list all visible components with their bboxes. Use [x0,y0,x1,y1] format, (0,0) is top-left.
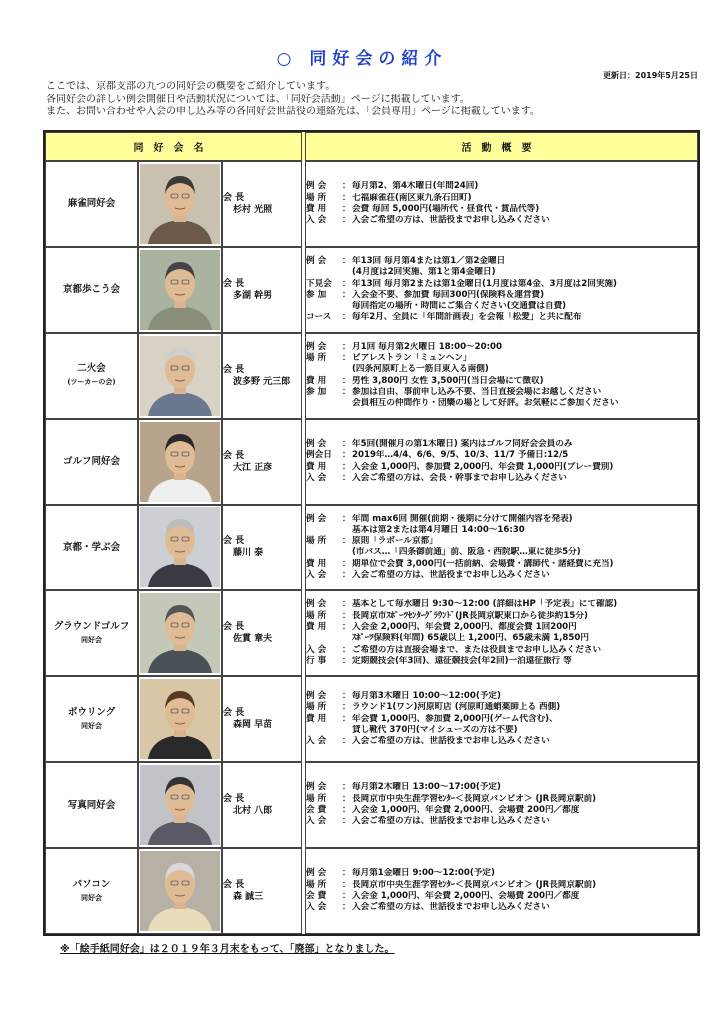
activity-value: 年間 max6回 開催(前期・後期に分けて開催内容を発表) [352,513,573,524]
leader-name: 森岡 早苗 [233,720,273,731]
leader-photo-cell [138,590,222,676]
activity-line: 場 所 ： 原則「ラボール京都」 [306,536,438,547]
activity-line: 費 用 ： 年会費 1,000円、参加費 2,000円(ゲーム代含む)、 [306,713,558,724]
leader-photo [140,250,220,330]
activity-line: 例会日 ： 2019年…4/4、6/6、9/5、10/3、11/7 予備日:12/5 [306,450,569,461]
leader-role: 会 長 [223,622,245,633]
leader-photo-cell [138,247,222,333]
activity-value: 入会ご希望の方は、世話役までお申し込みください [352,902,550,913]
club-name-sub: 同好会 [81,721,102,730]
activity-value: 原則「ラボール京都」 [352,536,438,547]
activity-line: 参 加 ： 入会金不要、参加費 毎回300円(保険料＆運営費) [306,289,545,300]
club-name: ボウリング [67,706,116,718]
activity-label: 下見会 [306,278,332,289]
leader-photo [140,851,220,931]
activity-label: 行 事 [306,655,327,666]
activity-value: 長岡京市中央生涯学習ｾﾝﾀｰ＜長岡京バンビオ＞ (JR長岡京駅前) [352,879,597,890]
activity-line: 例 会 ： 毎月第3木曜日 10:00～12:00(予定) [306,690,501,701]
club-name: グラウンドゴルフ [53,620,130,632]
activity-value: 入会ご希望の方は、会長・幹事までお申し込みください [352,472,567,483]
activity-value: 毎月第1金曜日 9:00～12:00(予定) [352,868,495,879]
activity-line [306,633,697,644]
club-row [45,333,698,419]
activity-value: 参加は自由、事前申し込み不要、当日直接会場にお越しください [352,386,602,397]
activity-line: 入 会 ： 入会ご希望の方は、世話役までお申し込みください [306,902,550,913]
activity-label: 例 会 [306,438,327,449]
activity-value: 入会ご希望の方は、世話役までお申し込みください [352,736,550,747]
leader-photo-cell [138,419,222,505]
activity-label: 例 会 [306,181,327,192]
leader-photo-cell [138,676,222,762]
activity-line [306,364,697,375]
activity-label: 入 会 [306,816,327,827]
leader-photo-cell [138,505,222,591]
activity-label: 費 用 [306,375,327,386]
club-name-cell [45,676,138,762]
activity-label: 場 所 [306,536,327,547]
activity-cell [305,247,698,333]
intro-line: また、お問い合わせや入会の申し込み等の各同好会世話役の連絡先は、「会員専用」ページに掲載しています。 [46,106,540,117]
leader-cell [222,676,302,762]
activity-value: 年会費 1,000円、参加費 2,000円(ゲーム代含む)、 [352,713,558,724]
leader-name: 大江 正彦 [233,462,273,473]
activity-value: 年13回 毎月第2または第1金曜日(1月度は第4金、3月度は2回実施) [352,278,617,289]
leader-cell [222,505,302,591]
leader-cell [222,848,302,934]
activity-line: 場 所 ： 長岡京市ｽﾎﾟｰﾂｾﾝﾀｰｸﾞﾗｳﾝﾄﾞ(JR長岡京駅東口から徒歩約15分) [306,610,588,621]
activity-value: 入会ご希望の方は、世話役までお申し込みください [352,570,550,581]
activity-label: 例 会 [306,599,327,610]
leader-name: 杉村 光照 [233,204,273,215]
activity-cell [305,505,698,591]
activity-line: 場 所 ： 長岡京市中央生涯学習ｾﾝﾀｰ＜長岡京バンビオ＞ (JR長岡京駅前) [306,793,597,804]
activity-label: 例会日 [306,450,332,461]
leader-name: 森 誠三 [233,892,264,902]
activity-label: 例 会 [306,341,327,352]
activity-line: 費 用 ： 入会金 1,000円、参加費 2,000円、年会費 1,000円(プレー費別) [306,461,614,472]
activity-line: 例 会 ： 年5回(開催月の第1木曜日) 案内はゴルフ同好会会員のみ [306,438,573,449]
leader-name: 佐貫 章夫 [233,634,273,645]
activity-value: 入会ご希望の方は、世話役までお申し込みください [352,215,550,226]
leader-role: 会 長 [223,794,245,805]
activity-value: ビアレストラン「ミュンヘン」 [352,353,472,364]
activity-line: 入 会 ： 入会ご希望の方は、会長・幹事までお申し込みください [306,472,567,483]
updated-date: 更新日：2019年5月25日 [603,71,698,80]
activity-label [306,525,342,536]
leader-cell [222,161,302,247]
activity-line: 費 用 ： 期単位で会費 3,000円(一括前納、会場費・講師代・諸経費に充当) [306,558,614,569]
activity-label: 場 所 [306,192,327,203]
leader-photo [140,765,220,845]
activity-label: 費 用 [306,461,327,472]
activity-label: 会 費 [306,891,327,901]
activity-line: 入 会 ： 入会ご希望の方は、世話役までお申し込みください [306,215,550,226]
activity-label: 入 会 [306,570,327,581]
activity-value: 長岡京市中央生涯学習ｾﾝﾀｰ＜長岡京バンビオ＞ (JR長岡京駅前) [352,793,597,804]
page-title: ○ 同好会の紹介 [276,49,448,69]
clubs-table [43,130,700,936]
activity-line: 場 所 ： 七福麻雀荘(南区東九条石田町) [306,192,472,203]
activity-label: 例 会 [306,513,327,524]
activity-label: 入 会 [306,902,327,913]
club-name: 京都・学ぶ会 [62,541,120,553]
activity-value: 期単位で会費 3,000円(一括前納、会場費・講師代・諸経費に充当) [352,558,614,569]
activity-line: 例 会 ： 月1回 毎月第2火曜日 18:00～20:00 [306,341,502,352]
activity-line [306,725,697,736]
leader-role: 会 長 [223,880,245,890]
activity-cell [305,333,698,419]
activity-value: 毎年2月、全員に「年間計画表」を会報「松愛」と共に配布 [352,312,582,323]
activity-line: 例 会 ： 年13回 毎月第4または第1／第2金曜日 [306,255,506,266]
club-row [45,590,698,676]
leader-role: 会 長 [223,708,245,719]
activity-value: 入会金 1,000円、年会費 2,000円、会場費 200円／都度 [352,805,580,816]
leader-role: 会 長 [223,450,245,461]
activity-label: 入 会 [306,644,327,655]
activity-cell [305,161,698,247]
club-row [45,848,698,934]
activity-cell [305,848,698,934]
club-name-cell [45,762,138,848]
leader-photo [140,593,220,673]
activity-line: 入 会 ： 入会ご希望の方は、世話役までお申し込みください [306,736,550,747]
leader-cell [222,333,302,419]
leader-role: 会 長 [223,192,245,203]
club-name: 麻雀同好会 [67,198,116,210]
club-name-cell [45,848,138,934]
club-name-cell [45,419,138,505]
activity-line: 例 会 ： 基本として毎水曜日 9:30～12:00 (詳細はHP「予定表」にて確認) [306,599,618,610]
leader-name: 波多野 元三郎 [233,376,291,387]
leader-cell [222,419,302,505]
activity-label: 場 所 [306,702,327,713]
activity-label: 場 所 [306,610,327,621]
activity-value: 貸し靴代 370円(マイシューズの方は不要) [352,724,518,735]
activity-label [306,398,342,409]
activity-line: 入 会 ： ご希望の方は直接会場まで、または役員までお申し込みください [306,644,602,655]
club-name-cell [45,590,138,676]
activity-value: 入会金 2,000円、年会費 2,000円、都度会費 1回200円 [352,622,577,633]
activity-value: 毎月第3木曜日 10:00～12:00(予定) [352,690,501,701]
activity-value: ラウンド1(ワン)河原町店 (河原町通蛸薬師上る 西側) [352,702,561,713]
activity-line: 例 会 ： 毎月第1金曜日 9:00～12:00(予定) [306,868,495,879]
club-row [45,247,698,333]
activity-line: 入 会 ： 入会ご希望の方は、世話役までお申し込みください [306,816,550,827]
activity-line: 場 所 ： 長岡京市中央生涯学習ｾﾝﾀｰ＜長岡京バンビオ＞ (JR長岡京駅前) [306,879,597,890]
activity-value: 七福麻雀荘(南区東九条石田町) [352,192,472,203]
activity-label: 例 会 [306,868,327,879]
club-name-sub: (ツーカーの会) [67,378,116,387]
activity-value: 2019年…4/4、6/6、9/5、10/3、11/7 予備日:12/5 [352,450,569,461]
activity-label: 費 用 [306,713,327,724]
leader-photo [140,422,220,502]
activity-cell [305,419,698,505]
leader-photo-cell [138,848,222,934]
activity-line: 場 所 ： ラウンド1(ワン)河原町店 (河原町通蛸薬師上る 西側) [306,702,561,713]
activity-value: 男性 3,800円 女性 3,500円(当日会場にて徴収) [352,375,544,386]
activity-value: 定期競技会(年3回)、遠征競技会(年2回)一泊遠征旅行 等 [352,655,572,666]
activity-line: コース ： 毎年2月、全員に「年間計画表」を会報「松愛」と共に配布 [306,312,582,323]
club-row [45,762,698,848]
activity-label: 参 加 [306,289,327,300]
leader-photo [140,679,220,759]
footnote: ※「絵手紙同好会」は２０１９年３月末をもって、「廃部」となりました。 [60,944,395,955]
activity-value: 基本として毎水曜日 9:30～12:00 (詳細はHP「予定表」にて確認) [352,599,618,610]
activity-value: 入会金 1,000円、参加費 2,000円、年会費 1,000円(プレー費別) [352,461,614,472]
header-activity: 活動概要 [305,132,698,161]
activity-value: 会員相互の仲間作り・団欒の場として好評。お気軽にご参加ください [352,398,619,409]
activity-value: 基本は第2または第4月曜日 14:00～16:30 [352,524,525,535]
activity-label: 場 所 [306,353,327,364]
header-clubs: 同好会名 [45,132,302,161]
activity-value: ｽﾎﾟｰﾂ保険料(年間) 65歳以上 1,200円、65歳未満 1,850円 [352,633,589,644]
leader-role: 会 長 [223,278,245,289]
activity-label [306,364,342,375]
leader-photo [140,507,220,587]
activity-line: 入 会 ： 入会ご希望の方は、世話役までお申し込みください [306,570,550,581]
activity-label: コース [306,312,332,323]
leader-name: 北村 八郎 [233,806,273,817]
activity-value: (市バス…「四条御前通」前、阪急・西院駅…東に徒歩5分) [352,547,581,558]
activity-line: 会 費 ： 入会金 1,000円、年会費 2,000円、会場費 200円／都度 [306,805,580,816]
activity-line: 費 用 ： 入会金 2,000円、年会費 2,000円、都度会費 1回200円 [306,622,577,633]
club-name: 写真同好会 [67,799,116,811]
leader-name: 多湖 幹男 [233,290,273,301]
activity-label: 場 所 [306,879,327,890]
activity-cell [305,762,698,848]
activity-line [306,525,697,536]
leader-photo [140,164,220,244]
activity-label [306,633,342,644]
club-name-cell [45,505,138,591]
activity-line: 費 用 ： 会費 毎回 5,000円(場所代・昼食代・賞品代等) [306,203,540,214]
activity-label [306,301,342,312]
club-name: パソコン [72,878,111,890]
activity-line: 例 会 ： 年間 max6回 開催(前期・後期に分けて開催内容を発表) [306,513,573,524]
club-name-cell [45,161,138,247]
activity-label: 費 用 [306,558,327,569]
activity-line: 下見会 ： 年13回 毎月第2または第1金曜日(1月度は第4金、3月度は2回実施) [306,278,617,289]
activity-label [306,547,342,558]
activity-value: 入会金 1,000円、年会費 2,000円、会場費 200円／都度 [352,891,580,901]
activity-line: 行 事 ： 定期競技会(年3回)、遠征競技会(年2回)一泊遠征旅行 等 [306,655,572,666]
leader-cell [222,762,302,848]
activity-cell [305,676,698,762]
club-name-sub: 同好会 [81,635,102,644]
intro-line: ここでは、京都支部の九つの同好会の概要をご紹介しています。 [46,81,336,92]
club-name: 京都歩こう会 [62,284,120,296]
activity-value: 毎回指定の場所・時間にご集合ください(交通費は自費) [352,301,567,312]
leader-photo-cell [138,762,222,848]
activity-label: 場 所 [306,793,327,804]
activity-value: 入会金不要、参加費 毎回300円(保険料＆運営費) [352,289,545,300]
club-row [45,419,698,505]
club-name: 二火会 [77,363,106,375]
club-row [45,505,698,591]
leader-name: 藤川 泰 [233,548,264,559]
activity-line: 参 加 ： 参加は自由、事前申し込み不要、当日直接会場にお越しください [306,386,602,397]
activity-line: 例 会 ： 毎月第2木曜日 13:00～17:00(予定) [306,782,501,793]
activity-line: 会 費 ： 入会金 1,000円、年会費 2,000円、会場費 200円／都度 [306,891,580,901]
activity-value: 年5回(開催月の第1木曜日) 案内はゴルフ同好会会員のみ [352,438,573,449]
activity-label: 入 会 [306,215,327,226]
activity-value: 月1回 毎月第2火曜日 18:00～20:00 [352,341,502,352]
club-name-sub: 同好会 [81,893,102,902]
club-name: ゴルフ同好会 [62,456,120,468]
activity-line: 費 用 ： 男性 3,800円 女性 3,500円(当日会場にて徴収) [306,375,544,386]
activity-label: 例 会 [306,690,327,701]
activity-value: ご希望の方は直接会場まで、または役員までお申し込みください [352,644,602,655]
intro-text [46,81,706,119]
activity-label [306,725,342,736]
activity-line: 場 所 ： ビアレストラン「ミュンヘン」 [306,353,472,364]
activity-line [306,301,697,312]
activity-line: 例 会 ： 毎月第2、第4木曜日(年間24回) [306,181,479,192]
leader-photo-cell [138,161,222,247]
intro-line: 各同好会の詳しい例会開催日や活動状況については、「同好会活動」ページに掲載しています。 [46,93,470,105]
activity-value: (4月度は2回実施、第1と第4金曜日) [352,267,496,278]
activity-label: 費 用 [306,622,327,633]
activity-line [306,547,697,558]
activity-label: 会 費 [306,805,327,816]
activity-label: 参 加 [306,386,327,397]
activity-label: 例 会 [306,782,327,793]
activity-line [306,398,697,409]
activity-cell [305,590,698,676]
activity-value: 毎月第2、第4木曜日(年間24回) [352,181,479,192]
activity-value: (四条河原町上る一筋目東入る南側) [352,364,489,375]
club-name-cell [45,333,138,419]
activity-label: 例 会 [306,255,327,266]
leader-role: 会 長 [223,536,245,547]
leader-role: 会 長 [223,364,245,375]
leader-photo [140,336,220,416]
activity-label: 費 用 [306,203,327,214]
activity-line [306,267,697,278]
activity-label: 入 会 [306,736,327,747]
activity-value: 入会ご希望の方は、世話役までお申し込みください [352,816,550,827]
activity-value: 会費 毎回 5,000円(場所代・昼食代・賞品代等) [352,203,540,214]
leader-photo-cell [138,333,222,419]
club-row [45,676,698,762]
leader-cell [222,247,302,333]
activity-label: 入 会 [306,472,327,483]
activity-value: 長岡京市ｽﾎﾟｰﾂｾﾝﾀｰｸﾞﾗｳﾝﾄﾞ(JR長岡京駅東口から徒歩約15分) [352,610,588,621]
club-name-cell [45,247,138,333]
club-row [45,161,698,247]
leader-cell [222,590,302,676]
activity-label [306,267,342,278]
activity-value: 年13回 毎月第4または第1／第2金曜日 [352,255,506,266]
activity-value: 毎月第2木曜日 13:00～17:00(予定) [352,782,501,793]
